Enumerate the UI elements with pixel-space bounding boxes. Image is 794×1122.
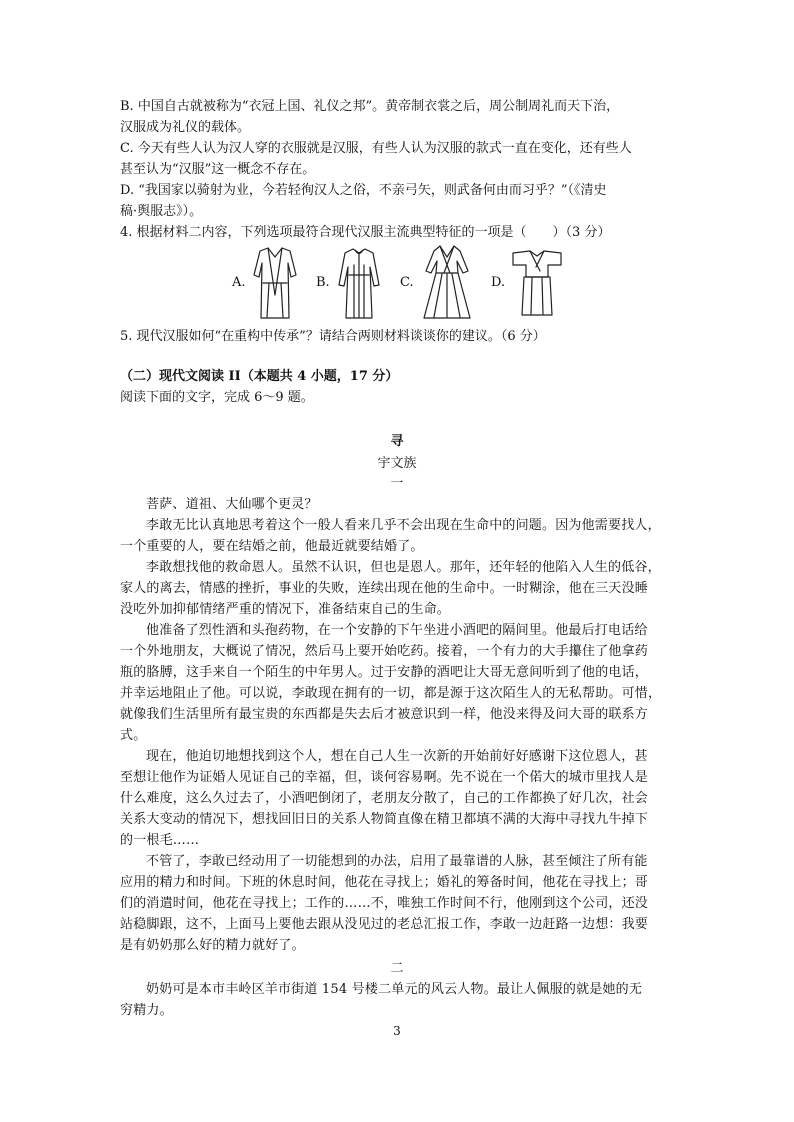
story-line: 就像我们生活里所有最宝贵的东西都是失去后才被意识到一样，他没来得及问大哥的联系方 (120, 707, 649, 722)
story-line: 他准备了烈性酒和头孢药物，在一个安静的下午坐进小酒吧的隔间里。他最后打电话给 (146, 623, 648, 638)
story-line: 奶奶可是本市丰岭区羊市街道 154 号楼二单元的风云人物。最让人佩服的就是她的无 (146, 982, 643, 997)
choice-d-line-1: D. “我国家以骑射为业，今若轻徇汉人之俗，不亲弓矢，则武备何由而习乎？”（《清史 (120, 183, 607, 198)
story-line: 没吃外加抑郁情绪严重的情况下，准备结束自己的生命。 (120, 602, 451, 617)
story-line: 一个外地朋友，大概说了情况，然后马上要开始吃药。接着，一个有力的大手攥住了他拿药 (120, 644, 649, 659)
part-one-heading: 一 (390, 476, 404, 491)
choice-c-line-2: 甚至认为“汉服”这一概念不存在。 (120, 162, 316, 177)
question-4: 4. 根据材料二内容，下列选项最符合现代汉服主流典型特征的一项是（ ）（3 分） (120, 225, 611, 240)
story-line: 式。 (120, 728, 147, 743)
robe-c-icon (420, 243, 474, 325)
robe-a-icon (252, 245, 298, 325)
part-two-heading: 二 (390, 961, 404, 976)
page-number: 3 (393, 1024, 401, 1038)
story-line: 家人的离去，情感的挫折，事业的失败，连续出现在他的生命中。一时糊涂，他在三天没睡 (120, 581, 649, 596)
choice-b-line-1: B. 中国自古就被称为“衣冠上国、礼仪之邦”。黄帝制衣裳之后，周公制周礼而天下治， (120, 99, 620, 114)
story-line: 瓶的胳膊，这手来自一个陌生的中年男人。过于安静的酒吧让大哥无意间听到了他的电话， (120, 665, 649, 680)
story-line: 是有奶奶那么好的精力就好了。 (120, 938, 305, 953)
story-line: 李敢想找他的救命恩人。虽然不认识，但也是恩人。那年，还年轻的他陷入人生的低谷， (146, 560, 661, 575)
story-line: 们的消遣时间，他花在寻找上；工作的……不，唯独工作时间不行，他刚到这个公司，还没 (120, 896, 649, 911)
option-d-label: D. (491, 275, 506, 290)
story-line: 至想让他作为证婚人见证自己的幸福，但，谈何容易啊。先不说在一个偌大的城市里找人是 (120, 770, 649, 785)
story-title: 寻 (390, 434, 404, 449)
story-line: 穷精力。 (120, 1003, 173, 1018)
option-c-label: C. (400, 275, 414, 290)
story-line: 关系大变动的情况下，想找回旧日的关系人物简直像在精卫都填不满的大海中寻找九牛掉下 (120, 812, 649, 827)
story-author: 宇文族 (377, 456, 417, 471)
option-a-label: A. (232, 275, 246, 290)
story-line: 菩萨、道祖、大仙哪个更灵？ (146, 497, 318, 512)
robe-d-icon (510, 247, 564, 323)
option-b-label: B. (316, 275, 330, 290)
story-line: 的一根毛…… (120, 833, 200, 848)
story-line: 并幸运地阻止了他。可以说，李敢现在拥有的一切，都是源于这次陌生人的无私帮助。可惜， (120, 686, 662, 701)
choice-c-line-1: C. 今天有些人认为汉人穿的衣服就是汉服，有些人认为汉服的款式一直在变化，还有些人 (120, 141, 632, 156)
story-line: 什么难度，这么久过去了，小酒吧倒闭了，老朋友分散了，自己的工作都换了好几次，社会 (120, 791, 649, 806)
section-instruction: 阅读下面的文字，完成 6～9 题。 (120, 390, 314, 405)
story-line: 现在，他迫切地想找到这个人，想在自己人生一次新的开始前好好感谢下这位恩人，甚 (146, 749, 648, 764)
choice-b-line-2: 汉服成为礼仪的载体。 (120, 120, 251, 135)
story-line: 一个重要的人，要在结婚之前，他最近就要结婚了。 (120, 539, 424, 554)
robe-b-icon (336, 245, 382, 325)
story-line: 不管了，李敢已经动用了一切能想到的办法，启用了最靠谱的人脉，甚至倾注了所有能 (146, 854, 648, 869)
story-line: 应用的精力和时间。下班的休息时间，他花在寻找上；婚礼的筹备时间，他花在寻找上；哥 (120, 875, 649, 890)
section-title: （二）现代文阅读 II（本题共 4 小题，17 分） (120, 369, 399, 384)
question-5: 5. 现代汉服如何“在重构中传承”？请结合两则材料谈谈你的建议。（6 分） (120, 329, 546, 344)
choice-d-line-2: 稿·舆服志》）。 (120, 204, 203, 219)
story-line: 李敢无比认真地思考着这个一般人看来几乎不会出现在生命中的问题。因为他需要找人， (146, 518, 661, 533)
story-line: 站稳脚跟，这不，上面马上要他去跟从没见过的老总汇报工作，李敢一边赶路一边想：我要 (120, 917, 649, 932)
